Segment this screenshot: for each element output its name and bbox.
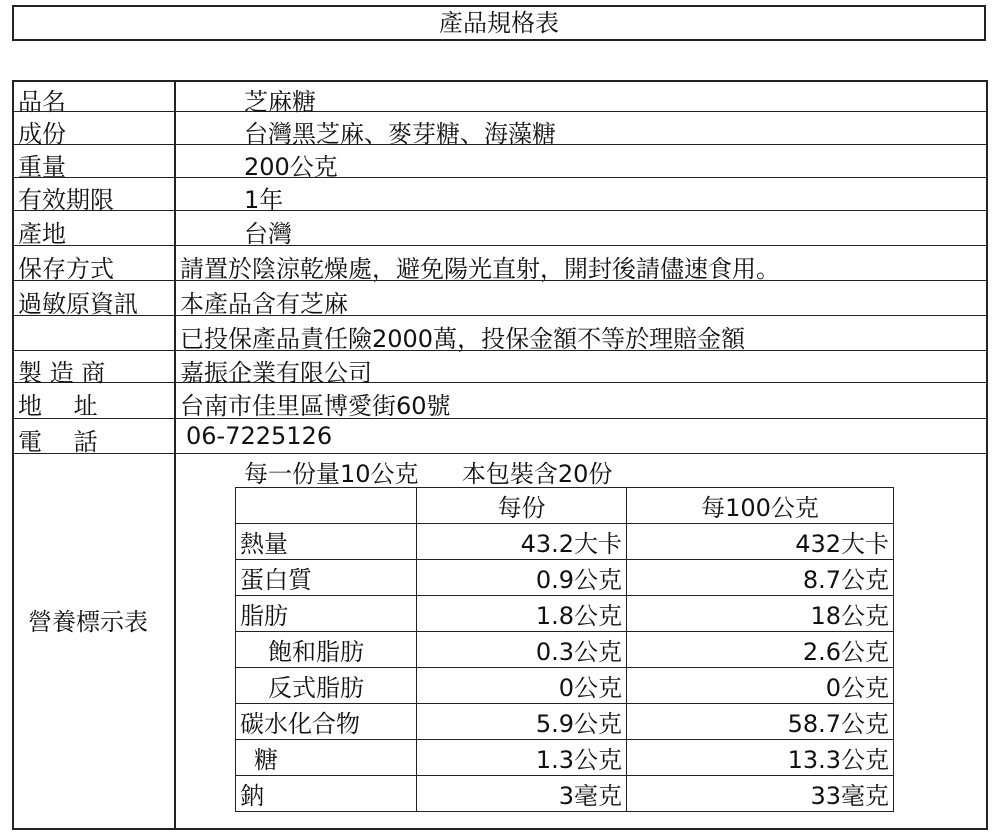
value-weight: 200公克 [244,153,338,181]
value-insurance: 已投保產品責任險2000萬，投保金額不等於理賠金額 [180,325,746,353]
row-origin [14,211,986,246]
value-phone: 06-7225126 [186,422,333,450]
servings-per-pack: 本包裝含20份 [461,460,613,488]
nutrient-name: 飽和脂肪 [236,632,417,668]
document-title: 產品規格表 [12,5,986,41]
nutrient-per-serving: 43.2大卡 [417,524,627,560]
table-row [236,560,894,596]
table-row [236,740,894,776]
nutrition-header-per-100g: 每100公克 [627,488,894,524]
nutrition-header-blank [236,488,417,524]
nutrient-name: 碳水化合物 [236,704,417,740]
nutrient-per-serving: 0.9公克 [417,560,627,596]
row-product-name [14,82,986,116]
value-ingredients: 台灣黑芝麻、麥芽糖、海藻糖 [244,120,556,148]
nutrition-label: 營養標示表 [28,608,148,636]
value-allergen: 本產品含有芝麻 [180,290,348,318]
nutrient-per-100g: 0公克 [627,668,894,704]
row-manufacturer [14,351,986,387]
table-row [236,524,894,560]
table-row [236,632,894,668]
nutrient-per-serving: 0公克 [417,668,627,704]
nutrient-per-100g: 13.3公克 [627,740,894,776]
nutrient-per-serving: 3毫克 [417,776,627,812]
value-origin: 台灣 [244,220,292,248]
nutrient-per-100g: 18公克 [627,596,894,632]
nutrient-name: 糖 [236,740,417,776]
nutrition-table [235,487,894,812]
nutrient-per-serving: 1.8公克 [417,596,627,632]
nutrition-header-row [236,488,894,524]
nutrient-per-100g: 2.6公克 [627,632,894,668]
nutrient-per-100g: 58.7公克 [627,704,894,740]
label-allergen: 過敏原資訊 [18,290,138,318]
nutrient-name: 鈉 [236,776,417,812]
label-product-name: 品名 [18,88,66,116]
label-weight: 重量 [18,153,66,181]
nutrient-per-serving: 1.3公克 [417,740,627,776]
nutrient-per-100g: 33毫克 [627,776,894,812]
label-address: 地 址 [18,392,98,420]
table-row [236,776,894,812]
nutrient-name: 熱量 [236,524,417,560]
nutrition-serving-info [244,454,612,489]
nutrient-name: 蛋白質 [236,560,417,596]
row-weight [14,145,986,181]
row-allergen [14,281,986,316]
row-storage [14,246,986,281]
nutrient-per-100g: 8.7公克 [627,560,894,596]
row-shelf-life [14,178,986,214]
value-storage: 請置於陰涼乾燥處，避免陽光直射，開封後請儘速食用。 [180,255,780,283]
label-ingredients: 成份 [18,120,66,148]
table-row [236,596,894,632]
nutrient-per-serving: 5.9公克 [417,704,627,740]
label-manufacturer: 製 造 商 [18,359,106,387]
row-ingredients [14,112,986,148]
value-shelf-life: 1年 [244,186,284,214]
row-phone [14,419,986,454]
table-row [236,668,894,704]
table-row [236,704,894,740]
label-origin: 產地 [18,220,66,248]
row-insurance [14,316,986,351]
value-address: 台南市佳里區博愛街60號 [180,392,451,420]
nutrient-name: 脂肪 [236,596,417,632]
nutrient-per-100g: 432大卡 [627,524,894,560]
nutrition-header-per-serving: 每份 [417,488,627,524]
label-shelf-life: 有效期限 [18,186,114,214]
value-product-name: 芝麻糖 [244,88,316,116]
nutrient-name: 反式脂肪 [236,668,417,704]
label-phone: 電 話 [18,428,98,456]
label-storage: 保存方式 [18,255,114,283]
value-manufacturer: 嘉振企業有限公司 [180,359,372,387]
nutrient-per-serving: 0.3公克 [417,632,627,668]
serving-size: 每一份量10公克 [244,460,419,488]
row-address [14,383,986,419]
